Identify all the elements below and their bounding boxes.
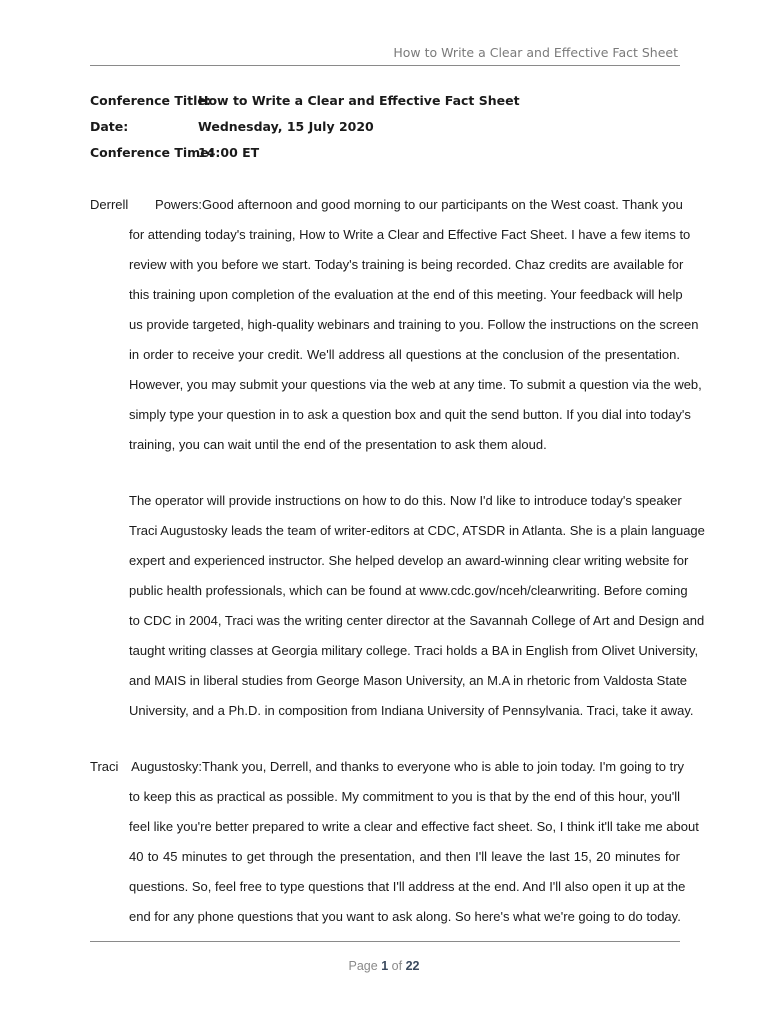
current-page-number: 1 <box>381 959 389 973</box>
conference-time-row <box>90 144 520 170</box>
speaker-name: Traci Augustosky: <box>90 759 202 774</box>
transcript-line: public health professionals, which can be found at www.cdc.gov/nceh/clearwriting. Before coming <box>129 583 688 598</box>
speaker-name: Derrell Powers: <box>90 197 202 212</box>
transcript-line-text: Good afternoon and good morning to our participants on the West coast. Thank you <box>202 197 683 212</box>
conference-title-label: Conference Title: <box>90 93 211 108</box>
transcript-line: feel like you're better prepared to write a clear and effective fact sheet. So, I think it'll take me about <box>129 819 699 834</box>
date-value: Wednesday, 15 July 2020 <box>198 119 374 134</box>
transcript-line-text: Thank you, Derrell, and thanks to everyone who is able to join today. I'm going to try <box>202 759 685 774</box>
page-word: Page <box>348 959 378 973</box>
transcript-paragraph <box>90 752 699 932</box>
conference-time-label: Conference Time: <box>90 145 214 160</box>
transcript-line: training, you can wait until the end of the presentation to ask them aloud. <box>129 437 547 452</box>
transcript-line: in order to receive your credit. We'll address all questions at the conclusion of the presentation. <box>129 347 680 362</box>
conference-title-row <box>90 92 520 118</box>
running-header-title: How to Write a Clear and Effective Fact Sheet <box>393 45 678 60</box>
transcript-line: expert and experienced instructor. She helped develop an award-winning clear writing website for <box>129 553 689 568</box>
transcript-line: The operator will provide instructions on how to do this. Now I'd like to introduce today's speaker <box>129 493 682 508</box>
transcript-line: end for any phone questions that you want to ask along. So here's what we're going to do today. <box>129 909 681 924</box>
conference-details <box>90 92 520 170</box>
of-word: of <box>391 959 403 973</box>
transcript-line: review with you before we start. Today's training is being recorded. Chaz credits are available for <box>129 257 684 272</box>
conference-time-value: 14:00 ET <box>198 145 260 160</box>
transcript-paragraph <box>90 486 705 726</box>
transcript-line: to CDC in 2004, Traci was the writing center director at the Savannah College of Art and Design and <box>129 613 705 628</box>
transcript-line: to keep this as practical as possible. My commitment to you is that by the end of this hour, you'll <box>129 789 680 804</box>
date-row <box>90 118 520 144</box>
transcript-line: questions. So, feel free to type questions that I'll address at the end. And I'll also open it up at the <box>129 879 686 894</box>
transcript-line <box>90 190 683 220</box>
transcript-line: 40 to 45 minutes to get through the presentation, and then I'll leave the last 15, 20 minutes for <box>129 849 680 864</box>
transcript-line: Traci Augustosky leads the team of writer-editors at CDC, ATSDR in Atlanta. She is a plain language <box>129 523 705 538</box>
transcript-paragraph <box>90 190 702 460</box>
transcript-line: and MAIS in liberal studies from George Mason University, an M.A in rhetoric from Valdosta State <box>129 673 688 688</box>
footer-rule <box>90 941 680 942</box>
transcript-line: University, and a Ph.D. in composition from Indiana University of Pennsylvania. Traci, take it away. <box>129 703 694 718</box>
transcript-line: taught writing classes at Georgia military college. Traci holds a BA in English from Olivet University, <box>129 643 699 658</box>
conference-title-value: How to Write a Clear and Effective Fact Sheet <box>198 93 520 108</box>
page-number-footer <box>0 959 768 973</box>
header-rule <box>90 65 680 66</box>
transcript-line: for attending today's training, How to Write a Clear and Effective Fact Sheet. I have a few items to <box>129 227 691 242</box>
total-pages-number: 22 <box>405 959 420 973</box>
transcript-line: simply type your question in to ask a question box and quit the send button. If you dial into today's <box>129 407 691 422</box>
transcript-line: us provide targeted, high-quality webinars and training to you. Follow the instructions on the screen <box>129 317 699 332</box>
transcript-line: However, you may submit your questions via the web at any time. To submit a question via the web, <box>129 377 702 392</box>
date-label: Date: <box>90 119 129 134</box>
transcript-line: this training upon completion of the evaluation at the end of this meeting. Your feedback will help <box>129 287 683 302</box>
transcript-line <box>90 752 685 782</box>
